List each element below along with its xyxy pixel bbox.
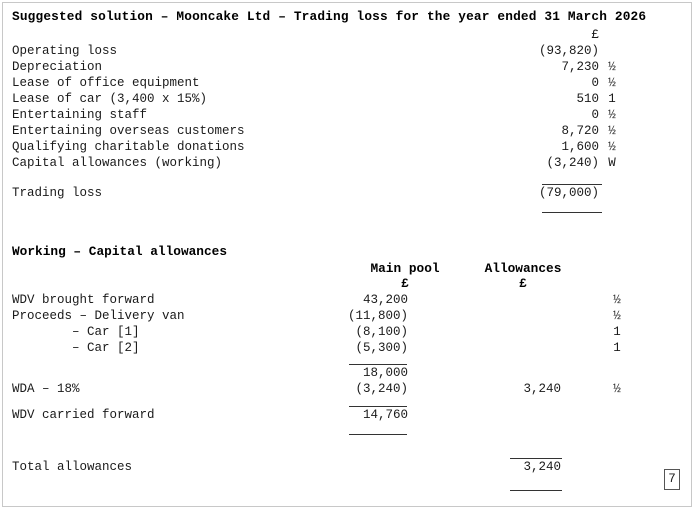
working-total-allowances: 3,240 bbox=[523, 460, 561, 474]
working-row-main-pool: (8,100) bbox=[355, 325, 408, 339]
working-cf-main-pool: 14,760 bbox=[362, 408, 408, 422]
statement-row-amount: 510 bbox=[576, 92, 599, 106]
document-page bbox=[2, 2, 692, 507]
statement-row-mark: ½ bbox=[608, 124, 616, 138]
working-row-mark: ½ bbox=[613, 293, 621, 307]
statement-currency-header: £ bbox=[591, 28, 599, 42]
statement-total-rule-bottom bbox=[542, 212, 602, 213]
working-wda-label: WDA – 18% bbox=[12, 382, 80, 396]
statement-row-mark: ½ bbox=[608, 140, 616, 154]
working-heading: Working – Capital allowances bbox=[12, 244, 228, 259]
statement-row-label: Qualifying charitable donations bbox=[12, 140, 245, 154]
statement-row-label: Entertaining overseas customers bbox=[12, 124, 245, 138]
working-row-label: – Car [2] bbox=[12, 341, 140, 355]
working-cf-label: WDV carried forward bbox=[12, 408, 155, 422]
working-column-header-main-pool: Main pool bbox=[370, 261, 440, 276]
working-cf-rule-bottom bbox=[349, 434, 407, 435]
statement-row-label: Lease of car (3,400 x 15%) bbox=[12, 92, 208, 106]
statement-row-label: Depreciation bbox=[12, 60, 103, 74]
statement-row-mark: ½ bbox=[608, 60, 616, 74]
statement-row-mark: 1 bbox=[608, 92, 616, 106]
working-row-label: WDV brought forward bbox=[12, 293, 155, 307]
total-marks-box: 7 bbox=[664, 469, 680, 490]
statement-row-amount: 7,230 bbox=[561, 60, 599, 74]
working-total-rule-bottom bbox=[510, 490, 562, 491]
statement-row-label: Entertaining staff bbox=[12, 108, 148, 122]
statement-row-mark: W bbox=[608, 156, 616, 170]
working-row-main-pool: (11,800) bbox=[347, 309, 408, 323]
working-wda-mark: ½ bbox=[613, 382, 621, 396]
working-column-header-allowances: Allowances bbox=[484, 261, 562, 276]
working-row-mark: 1 bbox=[613, 325, 621, 339]
statement-row-amount: (3,240) bbox=[546, 156, 599, 170]
statement-row-amount: 1,600 bbox=[561, 140, 599, 154]
working-row-label: Proceeds – Delivery van bbox=[12, 309, 185, 323]
statement-row-amount: 0 bbox=[591, 108, 599, 122]
statement-row-label: Lease of office equipment bbox=[12, 76, 200, 90]
working-currency-allowances: £ bbox=[519, 276, 527, 291]
working-row-mark: ½ bbox=[613, 309, 621, 323]
working-row-label: – Car [1] bbox=[12, 325, 140, 339]
statement-total-amount: (79,000) bbox=[538, 186, 599, 200]
working-subtotal-main-pool: 18,000 bbox=[362, 366, 408, 380]
working-row-main-pool: (5,300) bbox=[355, 341, 408, 355]
statement-row-label: Capital allowances (working) bbox=[12, 156, 223, 170]
statement-total-label: Trading loss bbox=[12, 186, 103, 200]
statement-row-label: Operating loss bbox=[12, 44, 118, 58]
working-total-label: Total allowances bbox=[12, 460, 133, 474]
working-row-main-pool: 43,200 bbox=[362, 293, 408, 307]
working-wda-allowances: 3,240 bbox=[523, 382, 561, 396]
working-wda-main-pool: (3,240) bbox=[355, 382, 408, 396]
working-row-mark: 1 bbox=[613, 341, 621, 355]
page-title: Suggested solution – Mooncake Ltd – Trading loss for the year ended 31 March 2026 bbox=[12, 9, 647, 24]
statement-row-amount: 0 bbox=[591, 76, 599, 90]
statement-row-amount: 8,720 bbox=[561, 124, 599, 138]
statement-row-mark: ½ bbox=[608, 108, 616, 122]
statement-row-mark: ½ bbox=[608, 76, 616, 90]
working-currency-main-pool: £ bbox=[401, 276, 409, 291]
statement-row-amount: (93,820) bbox=[538, 44, 599, 58]
